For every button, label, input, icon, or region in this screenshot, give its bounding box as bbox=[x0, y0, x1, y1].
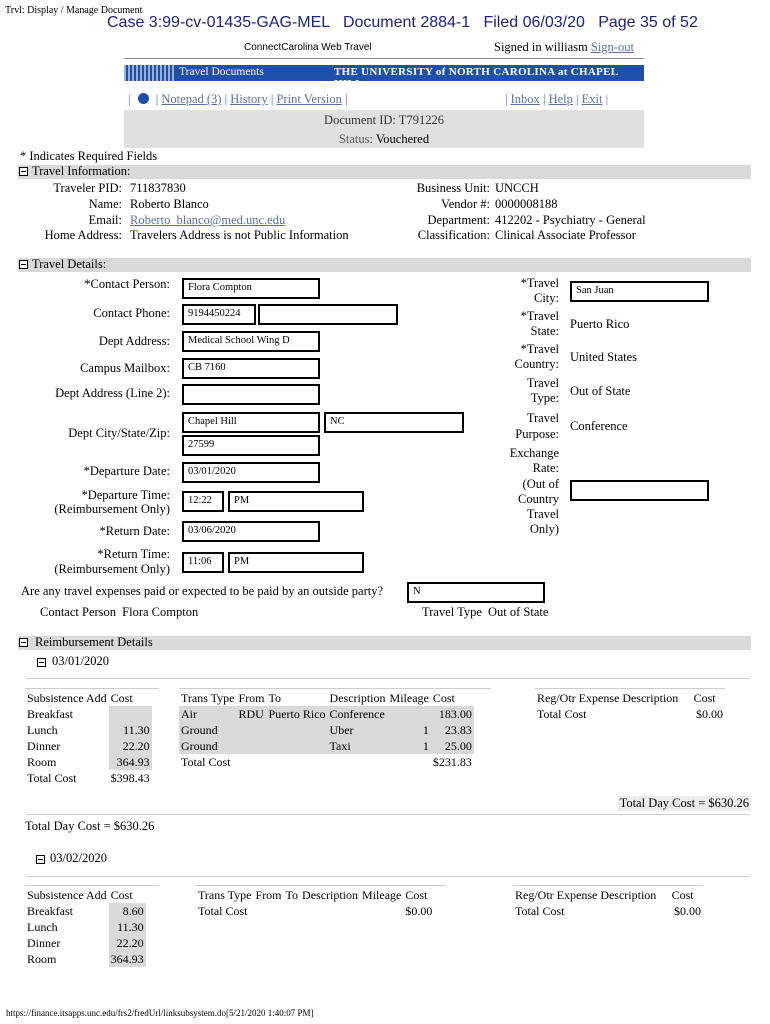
help-link[interactable]: Help bbox=[548, 92, 573, 106]
table-cell: Total Cost bbox=[181, 754, 231, 769]
table-cell: 8.60 bbox=[109, 903, 146, 919]
table-header: To bbox=[268, 690, 282, 705]
footer-url: https://finance.itsapps.unc.edu/frs2/fredUrl/linksubsystem.do[5/21/2020 1:40:07 PM] bbox=[6, 1008, 314, 1018]
travel-purpose: Conference bbox=[570, 419, 628, 433]
table-header: Cost bbox=[110, 887, 133, 902]
nav-separator: | bbox=[155, 92, 159, 106]
travel-type: Out of State bbox=[570, 384, 631, 398]
print-version-link[interactable]: Print Version bbox=[276, 92, 342, 106]
day-date: 03/02/2020 bbox=[50, 851, 107, 865]
summary-contact-label: Contact Person bbox=[40, 605, 117, 619]
table-cell: 364.93 bbox=[110, 951, 144, 966]
table-header: From bbox=[255, 887, 282, 902]
vendor-number: 0000008188 bbox=[495, 197, 558, 211]
exchange-label-line: Only) bbox=[529, 522, 559, 537]
business-unit: UNCCH bbox=[495, 181, 539, 195]
table-cell: Total Cost bbox=[537, 706, 587, 721]
table-cell bbox=[237, 722, 267, 738]
table-cell bbox=[237, 738, 267, 754]
trans-table bbox=[196, 887, 434, 919]
travel-state: Puerto Rico bbox=[570, 317, 630, 331]
table-header: Reg/Otr Expense Description bbox=[515, 887, 657, 902]
email-label: Email: bbox=[88, 213, 122, 227]
travel-country-label: *Travel bbox=[520, 342, 559, 356]
travel-city-sublabel: City: bbox=[533, 291, 559, 305]
dept-address2-label: Dept Address (Line 2): bbox=[55, 386, 170, 400]
table-cell: Taxi bbox=[329, 738, 351, 753]
traveler-pid: 711837830 bbox=[130, 181, 186, 195]
table-cell: 364.93 bbox=[109, 754, 152, 770]
table-cell: 11.30 bbox=[109, 722, 152, 738]
contact-person-field[interactable]: Flora Compton bbox=[182, 278, 320, 299]
table-border bbox=[25, 885, 159, 886]
table-cell: 22.20 bbox=[109, 935, 146, 951]
traveler-pid-label: Traveler PID: bbox=[53, 181, 122, 195]
table-row bbox=[25, 919, 146, 935]
table-header: Description bbox=[302, 887, 359, 902]
travel-type-label: Travel bbox=[526, 376, 559, 390]
table-cell: Uber bbox=[329, 722, 354, 737]
exit-link[interactable]: Exit bbox=[581, 92, 603, 106]
table-border bbox=[25, 688, 159, 689]
travel-city-label: *Travel bbox=[520, 276, 559, 290]
departure-date-label: *Departure Date: bbox=[83, 464, 170, 478]
departure-time-sublabel: (Reimbursement Only) bbox=[54, 502, 170, 516]
table-cell: $0.00 bbox=[405, 903, 433, 918]
exchange-rate-field[interactable] bbox=[570, 480, 709, 501]
table-border bbox=[196, 885, 446, 886]
signed-in-text bbox=[494, 40, 634, 55]
collapse-icon[interactable] bbox=[37, 658, 46, 667]
collapse-icon[interactable] bbox=[19, 167, 28, 176]
summary-contact bbox=[40, 605, 198, 620]
table-header: Mileage bbox=[362, 887, 402, 902]
table-header: To bbox=[285, 887, 299, 902]
dept-address2-field[interactable] bbox=[182, 384, 320, 405]
table-cell: Room bbox=[27, 951, 57, 966]
table-cell: 11.30 bbox=[109, 919, 146, 935]
table-row bbox=[25, 935, 146, 951]
departure-time-field[interactable]: 12:22 bbox=[182, 491, 224, 512]
return-ampm-field[interactable]: PM bbox=[228, 552, 364, 573]
subsistence-table bbox=[25, 887, 146, 967]
collapse-icon[interactable] bbox=[36, 855, 45, 864]
contact-phone-ext-field[interactable] bbox=[258, 304, 398, 325]
table-header: Trans Type bbox=[198, 887, 252, 902]
dept-address-label: Dept Address: bbox=[98, 334, 170, 348]
window-title: Trvl: Display / Manage Document bbox=[5, 5, 143, 16]
table-cell: 183.00 bbox=[438, 706, 472, 721]
summary-type-label: Travel Type bbox=[422, 605, 482, 619]
table-row bbox=[25, 770, 152, 786]
campus-mailbox-label: Campus Mailbox: bbox=[80, 361, 170, 375]
exchange-label-line: Exchange bbox=[509, 446, 559, 460]
reg-expense-table bbox=[535, 690, 725, 722]
table-cell: Room bbox=[27, 754, 57, 769]
reimbursement-header: Reimbursement Details bbox=[35, 635, 153, 649]
table-cell: Ground bbox=[181, 722, 218, 737]
home-address: Travelers Address is not Public Information bbox=[130, 228, 349, 242]
table-cell: Lunch bbox=[27, 919, 58, 934]
table-border bbox=[179, 688, 491, 689]
table-row bbox=[25, 722, 152, 738]
summary-contact-value: Flora Compton bbox=[122, 605, 199, 619]
document-id: Document ID: T791226 bbox=[324, 113, 444, 127]
required-note: * Indicates Required Fields bbox=[20, 149, 158, 163]
table-header: Subsistence Add bbox=[27, 690, 107, 705]
dept-zip-field[interactable]: 27599 bbox=[182, 435, 320, 456]
table-row bbox=[25, 951, 146, 967]
document-status bbox=[124, 132, 644, 147]
history-link[interactable]: History bbox=[230, 92, 268, 106]
exchange-label-line: Rate: bbox=[532, 461, 559, 476]
total-day-cost-right: Total Day Cost = $630.26 bbox=[619, 796, 749, 810]
nav-bar-right bbox=[505, 92, 608, 107]
table-header: Cost bbox=[110, 690, 133, 705]
return-date-label: *Return Date: bbox=[99, 524, 170, 538]
subsistence-table bbox=[25, 690, 152, 786]
table-cell bbox=[328, 754, 388, 770]
table-cell: Breakfast bbox=[27, 903, 73, 918]
travel-city-field[interactable]: San Juan bbox=[570, 281, 709, 302]
table-cell bbox=[300, 903, 360, 919]
table-row bbox=[179, 738, 474, 754]
reg-expense-table bbox=[513, 887, 703, 919]
table-cell: Air bbox=[181, 706, 197, 721]
table-row bbox=[25, 903, 146, 919]
table-cell: $231.83 bbox=[432, 754, 472, 769]
return-time-label: *Return Time: bbox=[97, 547, 170, 561]
table-row bbox=[179, 722, 474, 738]
table-cell: Total Cost bbox=[27, 770, 77, 785]
exchange-rate-label bbox=[510, 446, 559, 538]
traveler-name: Roberto Blanco bbox=[130, 197, 209, 211]
table-header: Cost bbox=[405, 887, 428, 902]
status-label: Status: bbox=[338, 132, 373, 146]
table-border bbox=[513, 885, 703, 886]
business-unit-label: Business Unit: bbox=[416, 181, 490, 195]
signed-in-user: Signed in williasm bbox=[494, 40, 588, 54]
exchange-label-line: Travel bbox=[526, 507, 559, 522]
campus-mailbox-field[interactable]: CB 7160 bbox=[182, 358, 320, 379]
nav-separator: | bbox=[345, 92, 348, 106]
table-cell bbox=[267, 738, 328, 754]
contact-phone-label: Contact Phone: bbox=[93, 306, 170, 320]
table-cell: Dinner bbox=[27, 935, 61, 950]
table-cell bbox=[388, 706, 431, 722]
table-border bbox=[535, 688, 725, 689]
table-cell: Dinner bbox=[27, 738, 61, 753]
classification: Clinical Associate Professor bbox=[495, 228, 636, 242]
table-cell: $398.43 bbox=[110, 770, 150, 785]
dept-city-field[interactable]: Chapel Hill bbox=[182, 412, 320, 433]
table-cell: Conference bbox=[329, 706, 385, 721]
travel-details-header-bar bbox=[18, 258, 751, 272]
vendor-label: Vendor #: bbox=[441, 197, 490, 211]
dept-address-field[interactable]: Medical School Wing D bbox=[182, 331, 320, 352]
nav-separator: | bbox=[270, 92, 274, 106]
table-row bbox=[179, 706, 474, 722]
table-cell bbox=[254, 903, 284, 919]
table-header: Subsistence Add bbox=[27, 887, 107, 902]
nav-separator: | bbox=[128, 92, 131, 106]
outside-party-question: Are any travel expenses paid or expected to be paid by an outside party? bbox=[21, 584, 384, 598]
table-header: Mileage bbox=[389, 690, 429, 705]
nav-separator: | bbox=[224, 92, 228, 106]
collapse-icon[interactable] bbox=[19, 260, 28, 269]
nav-separator: | bbox=[542, 92, 546, 106]
nav-separator: | bbox=[505, 92, 508, 106]
dept-state-field[interactable]: NC bbox=[324, 412, 464, 433]
table-row bbox=[25, 754, 152, 770]
banner-pattern bbox=[124, 65, 174, 81]
table-cell bbox=[267, 754, 328, 770]
total-day-cost-left: Total Day Cost = $630.26 bbox=[25, 819, 155, 833]
table-header: Cost bbox=[693, 690, 716, 705]
table-header: From bbox=[238, 690, 265, 705]
travel-state-label: *Travel bbox=[520, 309, 559, 323]
return-time-sublabel: (Reimbursement Only) bbox=[54, 562, 170, 576]
return-date-field[interactable]: 03/06/2020 bbox=[182, 521, 320, 542]
departure-time-label: *Departure Time: bbox=[81, 488, 170, 502]
nav-separator: | bbox=[605, 92, 609, 106]
top-bar-divider bbox=[124, 58, 644, 59]
return-time-field[interactable]: 11:06 bbox=[182, 552, 224, 573]
contact-person-label: *Contact Person: bbox=[84, 277, 170, 291]
notepad-icon[interactable] bbox=[138, 93, 149, 104]
table-cell bbox=[237, 754, 267, 770]
table-cell: Ground bbox=[181, 738, 218, 753]
table-cell: RDU bbox=[238, 706, 264, 721]
department: 412202 - Psychiatry - General bbox=[495, 213, 646, 227]
department-label: Department: bbox=[427, 213, 490, 227]
table-header: Reg/Otr Expense Description bbox=[537, 690, 679, 705]
case-stamp: Case 3:99-cv-01435-GAG-MEL Document 2884-1 Filed 06/03/20 Page 35 of 52 bbox=[107, 14, 698, 31]
table-header: Description bbox=[329, 690, 386, 705]
travel-info-header: Travel Information: bbox=[32, 164, 131, 178]
travel-type-sublabel: Type: bbox=[530, 391, 559, 405]
collapse-icon[interactable] bbox=[19, 638, 28, 647]
day-divider bbox=[26, 678, 750, 679]
table-cell bbox=[267, 722, 328, 738]
dept-city-label: Dept City/State/Zip: bbox=[68, 426, 170, 440]
table-cell: $0.00 bbox=[674, 903, 701, 918]
traveler-email[interactable]: Roberto_blanco@med.unc.edu bbox=[130, 213, 286, 227]
table-cell: Lunch bbox=[27, 722, 58, 737]
home-address-label: Home Address: bbox=[44, 228, 122, 242]
notepad-link[interactable]: Notepad (3) bbox=[161, 92, 222, 106]
exchange-label-line: Country bbox=[518, 491, 559, 506]
contact-phone-field[interactable]: 9194450224 bbox=[182, 304, 256, 325]
table-cell: 1 bbox=[422, 738, 429, 753]
table-cell: $0.00 bbox=[696, 706, 723, 721]
table-cell: Total Cost bbox=[515, 903, 565, 918]
table-row bbox=[535, 706, 725, 722]
departure-date-field[interactable]: 03/01/2020 bbox=[182, 462, 320, 483]
banner bbox=[124, 65, 644, 90]
total-divider bbox=[26, 814, 750, 815]
table-row bbox=[25, 706, 152, 722]
table-cell: Total Cost bbox=[198, 903, 248, 918]
table-cell: 25.00 bbox=[444, 738, 472, 753]
doc-info-panel bbox=[124, 110, 644, 148]
table-cell bbox=[109, 706, 152, 722]
table-cell: 1 bbox=[422, 722, 429, 737]
table-row bbox=[179, 754, 474, 770]
table-header: Cost bbox=[432, 690, 455, 705]
table-header: Trans Type bbox=[181, 690, 235, 705]
status-value: Vouchered bbox=[375, 132, 430, 146]
table-header: Cost bbox=[671, 887, 694, 902]
name-label: Name: bbox=[88, 197, 122, 211]
table-cell bbox=[360, 903, 403, 919]
exchange-label-line: (Out of bbox=[522, 476, 559, 491]
sign-out-link[interactable]: Sign-out bbox=[590, 40, 634, 54]
table-row bbox=[196, 903, 434, 919]
travel-purpose-sublabel: Purpose: bbox=[515, 427, 559, 441]
summary-travel-type bbox=[422, 605, 548, 620]
summary-type-value: Out of State bbox=[488, 605, 549, 619]
travel-state-sublabel: State: bbox=[530, 324, 559, 338]
travel-details-header: Travel Details: bbox=[32, 257, 107, 271]
day-divider bbox=[26, 876, 750, 877]
table-cell bbox=[388, 754, 431, 770]
nav-separator: | bbox=[576, 92, 579, 106]
table-row bbox=[25, 738, 152, 754]
travel-purpose-label: Travel bbox=[526, 411, 559, 425]
table-cell: Breakfast bbox=[27, 706, 73, 721]
travel-country: United States bbox=[570, 350, 638, 364]
table-cell bbox=[284, 903, 301, 919]
table-row bbox=[513, 903, 703, 919]
outside-party-field[interactable]: N bbox=[407, 582, 545, 603]
table-cell: 22.20 bbox=[109, 738, 152, 754]
day-date: 03/01/2020 bbox=[52, 654, 109, 668]
table-cell: 23.83 bbox=[444, 722, 472, 737]
app-name: ConnectCarolina Web Travel bbox=[244, 42, 372, 53]
classification-label: Classification: bbox=[417, 228, 490, 242]
inbox-link[interactable]: Inbox bbox=[510, 92, 540, 106]
travel-country-sublabel: Country: bbox=[514, 357, 559, 371]
nav-bar bbox=[128, 92, 348, 107]
table-cell: Puerto Rico bbox=[268, 706, 326, 721]
banner-title[interactable]: Travel Documents bbox=[179, 66, 264, 78]
departure-ampm-field[interactable]: PM bbox=[228, 491, 364, 512]
trans-table bbox=[179, 690, 474, 770]
university-name: THE UNIVERSITY of NORTH CAROLINA at CHAPEL HILL bbox=[334, 66, 618, 90]
